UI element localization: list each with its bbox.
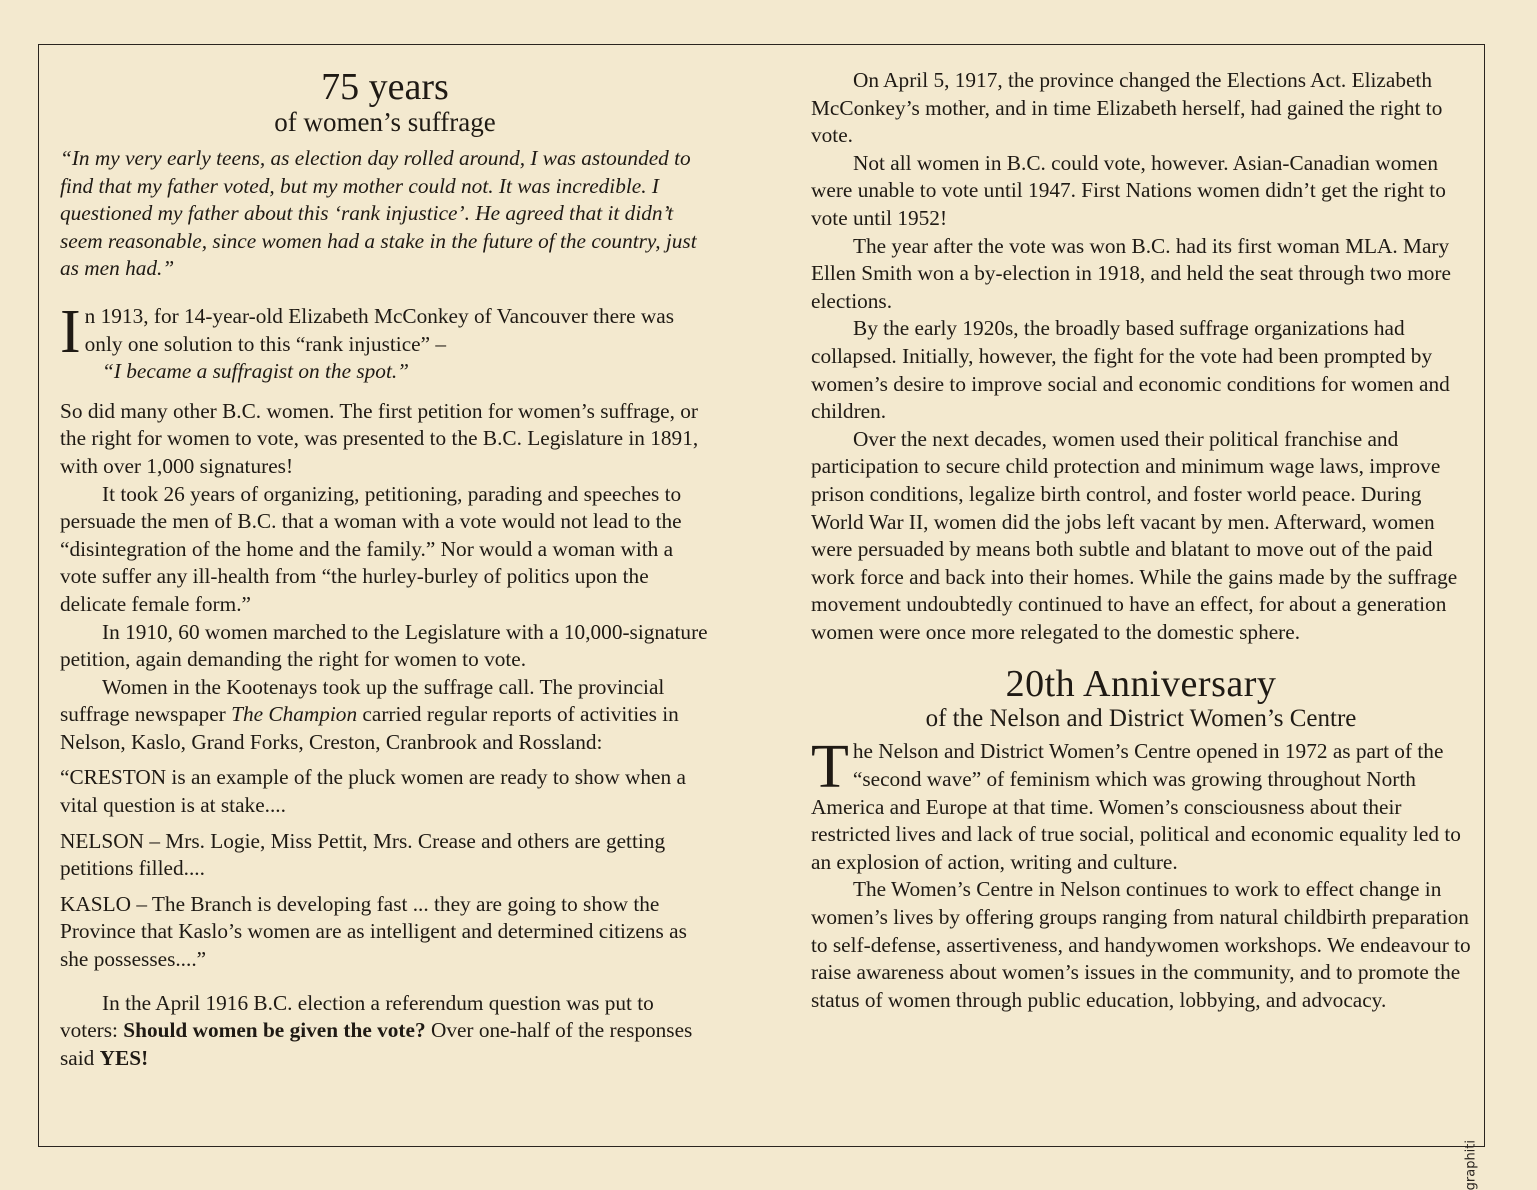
nelson-report: NELSON – Mrs. Logie, Miss Pettit, Mrs. Crease and others are getting petitions filled.... [60, 828, 666, 881]
paragraph-kootenays [60, 674, 710, 757]
centre-block [811, 733, 1471, 876]
artist-signature [1463, 1140, 1478, 1190]
opening-quote: “In my very early teens, as election day rolled around, I was astounded to find that my father voted, but my mother could not. It was incredible. I questioned my father about this ‘rank injustice’. He agreed that it didn’t seem reasonable, since women had a stake in the future of the country, just as men had.” [60, 146, 697, 281]
creston-report: “CRESTON is an example of the pluck women are ready to show when a vital question is at stake.... [60, 765, 686, 818]
referendum-text-mid: Over one-half of the responses said [60, 1018, 693, 1070]
paragraph-centre-work: The Women’s Centre in Nelson continues to work to effect change in women’s lives by offering groups ranging from natural childbirth preparation to self-defense, assertiveness, and handywomen workshops. We endeavour to raise awareness about women’s issues in the community, and to promote the status of women through public education, lobbying, and advocacy. [811, 877, 1471, 1012]
kootenays-text-end: carried regular reports of activities in Nelson, Kaslo, Grand Forks, Creston, Cranbrook and Rossland: [60, 702, 679, 754]
title-20th-anniversary: 20th Anniversary [1005, 663, 1277, 706]
paragraph-elections-act: On April 5, 1917, the province changed the Elections Act. Elizabeth McConkey’s mother, and in time Elizabeth herself, had gained the right to vote. [811, 68, 1443, 148]
intro-block [60, 297, 710, 386]
kaslo-report: KASLO – The Branch is developing fast ... they are going to show the Province that Kaslo’s women are as intelligent and determined citizens as she possesses....” [60, 891, 687, 972]
right-column [811, 67, 1471, 1014]
kootenays-text-start: Women in the Kootenays took up the suffrage call. The provincial suffrage newspaper [60, 674, 665, 727]
paragraph-referendum [60, 990, 710, 1073]
drop-cap-i: I [60, 297, 81, 366]
paragraph-first-mla: The year after the vote was won B.C. had its first woman MLA. Mary Ellen Smith won a by-election in 1918, and held the seat through two more elections. [811, 233, 1451, 313]
paragraph-1910-march: In 1910, 60 women marched to the Legislature with a 10,000-signature petition, again demanding the right for women to vote. [60, 619, 708, 672]
paragraph-first-petition: So did many other B.C. women. The first petition for women’s suffrage, or the right for women to vote, was presented to the B.C. Legislature in 1891, with over 1,000 signatures! [60, 398, 699, 478]
intro-paragraph: n 1913, for 14-year-old Elizabeth McConkey of Vancouver there was only one solution to this “rank injustice” – [84, 303, 675, 356]
intro-quote: “I became a suffragist on the spot.” [102, 359, 410, 384]
anniversary-heading [811, 664, 1471, 734]
left-column [60, 67, 710, 1072]
drop-cap-t: T [811, 733, 849, 802]
referendum-text-start: In the April 1916 B.C. election a referendum question was put to voters: [60, 990, 654, 1043]
paragraph-not-all-women: Not all women in B.C. could vote, however. Asian-Canadian women were unable to vote until 1947. First Nations women didn’t get the right to vote until 1952! [811, 150, 1446, 230]
subtitle-womens-centre: of the Nelson and District Women’s Centre [925, 705, 1357, 733]
title-75-years: 75 years [321, 66, 449, 108]
referendum-question: Should women be given the vote? [123, 1018, 426, 1043]
page-frame [38, 44, 1485, 1190]
subtitle-suffrage: of women’s suffrage [274, 107, 496, 137]
referendum-yes: YES! [99, 1045, 149, 1070]
newspaper-name: The Champion [231, 702, 358, 727]
paragraph-next-decades: Over the next decades, women used their political franchise and participation to secure child protection and minimum wage laws, improve prison conditions, legalize birth control, and foster world peace. During World War II, women did the jobs left vacant by men. Afterward, women were persuaded by means both subtle and blatant to move out of the paid work force and back into their homes. While the gains made by the suffrage movement undoubtedly continued to have an effect, for about a generation women were once more relegated to the domestic sphere. [811, 426, 1458, 644]
paragraph-26-years: It took 26 years of organizing, petitioning, parading and speeches to persuade the men of B.C. that a woman with a vote would not lead to the “disintegration of the home and the family.” Nor would a woman with a vote suffer any ill-health from “the hurley-burley of politics upon the delicate female form.” [60, 481, 682, 616]
signature-text: graphiti [1463, 1140, 1478, 1190]
paragraph-1920s: By the early 1920s, the broadly based suffrage organizations had collapsed. Initially, however, the fight for the vote had been prompted by women’s desire to improve social and economic conditions for women and children. [811, 316, 1450, 424]
paragraph-centre-opened: he Nelson and District Women’s Centre opened in 1972 as part of the “second wave” of feminism which was growing throughout North America and Europe at that time. Women’s consciousness about their restricted lives and lack of true social, political and economic equality led to an explosion of action, writing and culture. [811, 739, 1461, 874]
